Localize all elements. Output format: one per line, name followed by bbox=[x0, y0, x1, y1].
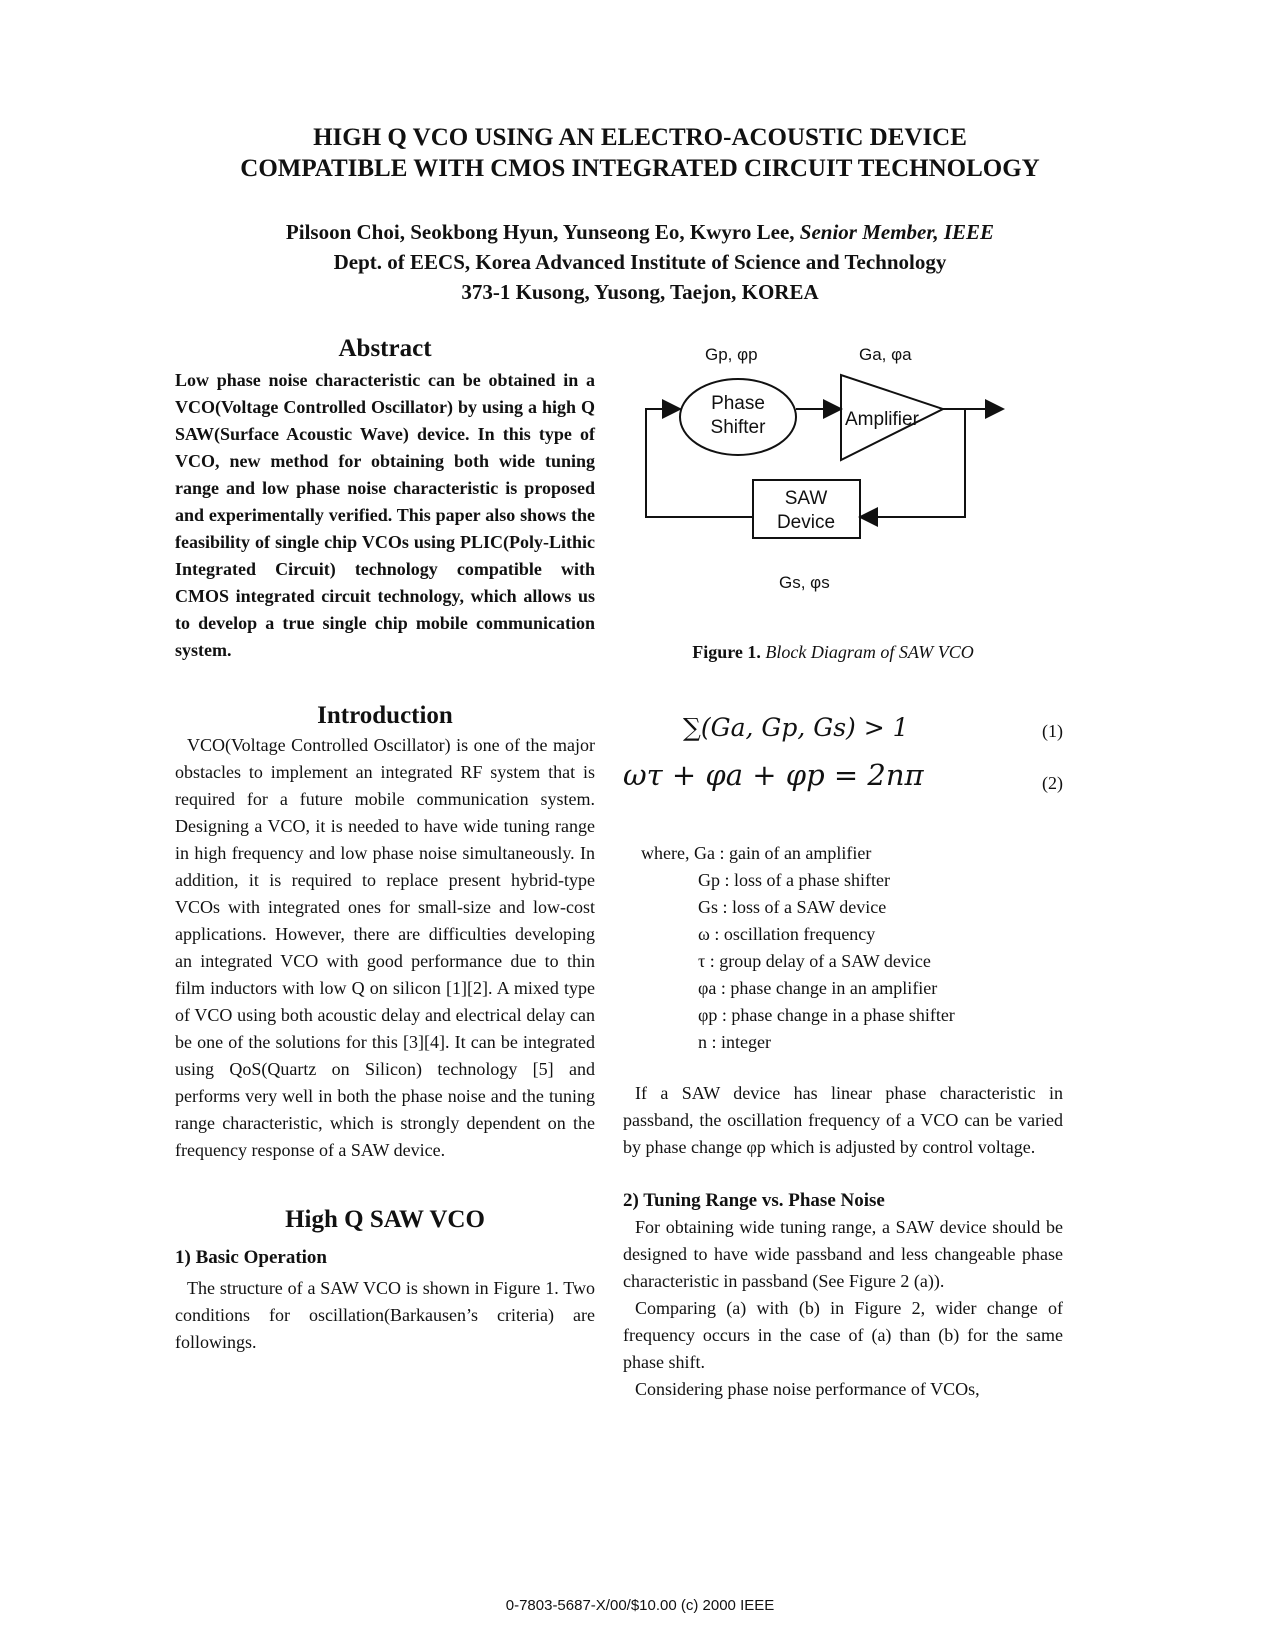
label-phase-shifter-gain: Gp, φp bbox=[705, 345, 758, 364]
left-column bbox=[175, 333, 595, 1356]
title-line-1: HIGH Q VCO USING AN ELECTRO-ACOUSTIC DEVICE bbox=[313, 124, 967, 151]
where-item: φa : phase change in an amplifier bbox=[698, 978, 938, 998]
label-amplifier-gain: Ga, φa bbox=[859, 345, 912, 364]
author-names-line bbox=[0, 217, 1280, 247]
paper-title bbox=[0, 122, 1280, 184]
block-diagram-svg bbox=[643, 345, 1063, 605]
linear-phase-paragraph: If a SAW device has linear phase characteristic in passband, the oscillation frequency of a VCO can be varied by phase change φp which is adjusted by control voltage. bbox=[623, 1083, 1063, 1157]
where-item: τ : group delay of a SAW device bbox=[698, 951, 931, 971]
where-lead: where, Ga : gain of an amplifier bbox=[641, 843, 872, 863]
figure-caption-label: Figure 1. bbox=[692, 642, 761, 662]
tuning-range-heading: 2) Tuning Range vs. Phase Noise bbox=[623, 1190, 885, 1211]
equation-1 bbox=[643, 706, 1063, 758]
equation-2-expr: ωτ + φa + φp = 2nπ bbox=[623, 758, 924, 792]
abstract-heading: Abstract bbox=[338, 335, 432, 362]
basic-operation-heading: 1) Basic Operation bbox=[175, 1247, 327, 1268]
amplifier-label: Amplifier bbox=[845, 409, 919, 430]
where-item: φp : phase change in a phase shifter bbox=[698, 1005, 955, 1025]
right-column bbox=[623, 345, 1063, 1403]
title-line-2: COMPATIBLE WITH CMOS INTEGRATED CIRCUIT TECHNOLOGY bbox=[240, 155, 1040, 182]
tuning-range-paragraph: For obtaining wide tuning range, a SAW device should be designed to have wide passband and less changeable phase characteristic in passband (See Figure 2 (a)). bbox=[623, 1217, 1063, 1291]
saw-vco-heading: High Q SAW VCO bbox=[285, 1206, 485, 1233]
variable-definitions bbox=[641, 840, 1063, 1056]
where-item: Gs : loss of a SAW device bbox=[698, 897, 887, 917]
block-diagram bbox=[643, 345, 1063, 635]
phase-noise-paragraph: Considering phase noise performance of VCOs, bbox=[635, 1379, 980, 1399]
basic-operation-text: The structure of a SAW VCO is shown in Figure 1. Two conditions for oscillation(Barkausen’s criteria) are followings. bbox=[175, 1278, 595, 1352]
copyright-footer: 0-7803-5687-X/00/$10.00 (c) 2000 IEEE bbox=[505, 1597, 775, 1614]
phase-shifter-label-1: Phase bbox=[711, 393, 765, 414]
saw-device-label-1: SAW bbox=[784, 488, 828, 509]
figure-caption-text: Block Diagram of SAW VCO bbox=[760, 642, 974, 662]
saw-device-label-2: Device bbox=[776, 512, 836, 533]
author-address: 373-1 Kusong, Yusong, Taejon, KOREA bbox=[461, 280, 819, 304]
equation-1-number: (1) bbox=[1042, 721, 1063, 741]
author-names: Pilsoon Choi, Seokbong Hyun, Yunseong Eo, Kwyro Lee, bbox=[285, 220, 800, 244]
introduction-text: VCO(Voltage Controlled Oscillator) is one of the major obstacles to implement an integrated RF system that is required for a future mobile communication system. Designing a VCO, it is needed to have wide tuning range in high frequency and low phase noise simultaneously. In addition, it is required to replace present hybrid-type VCOs with integrated ones for small-size and low-cost applications. However, there are difficulties developing an integrated VCO with good performance due to thin film inductors with low Q on silicon [1][2]. A mixed type of VCO using both acoustic delay and electrical delay can be one of the solutions for this [3][4]. It can be integrated using QoS(Quartz on Silicon) technology [5] and performs very well in both the phase noise and the tuning range characteristic, which is strongly dependent on the frequency response of a SAW device. bbox=[175, 735, 595, 1160]
abstract-text: Low phase noise characteristic can be obtained in a VCO(Voltage Controlled Oscillator) by using a high Q SAW(Surface Acoustic Wave) device. In this type of VCO, new method for obtaining both wide tuning range and low phase noise characteristic is proposed and experimentally verified. This paper also shows the feasibility of single chip VCOs using PLIC(Poly-Lithic Integrated Circuit) technology compatible with CMOS integrated circuit technology, which allows us to develop a true single chip mobile communication system. bbox=[175, 370, 595, 660]
label-saw-gain: Gs, φs bbox=[779, 573, 830, 592]
comparison-paragraph: Comparing (a) with (b) in Figure 2, wider change of frequency occurs in the case of (a) than (b) for the same phase shift. bbox=[623, 1298, 1063, 1372]
introduction-heading: Introduction bbox=[317, 702, 453, 729]
where-item: n : integer bbox=[698, 1032, 771, 1052]
author-block bbox=[0, 217, 1280, 307]
where-item: ω : oscillation frequency bbox=[698, 924, 876, 944]
author-affiliation: Dept. of EECS, Korea Advanced Institute of Science and Technology bbox=[333, 250, 947, 274]
equation-2 bbox=[623, 758, 1063, 810]
author-membership: Senior Member, IEEE bbox=[799, 220, 995, 244]
where-item: Gp : loss of a phase shifter bbox=[698, 870, 890, 890]
equation-1-expr: ∑(Ga, Gp, Gs) > 1 bbox=[683, 713, 909, 742]
phase-shifter-label-2: Shifter bbox=[710, 417, 766, 438]
figure-caption bbox=[603, 639, 1063, 666]
equation-2-number: (2) bbox=[1042, 773, 1063, 793]
